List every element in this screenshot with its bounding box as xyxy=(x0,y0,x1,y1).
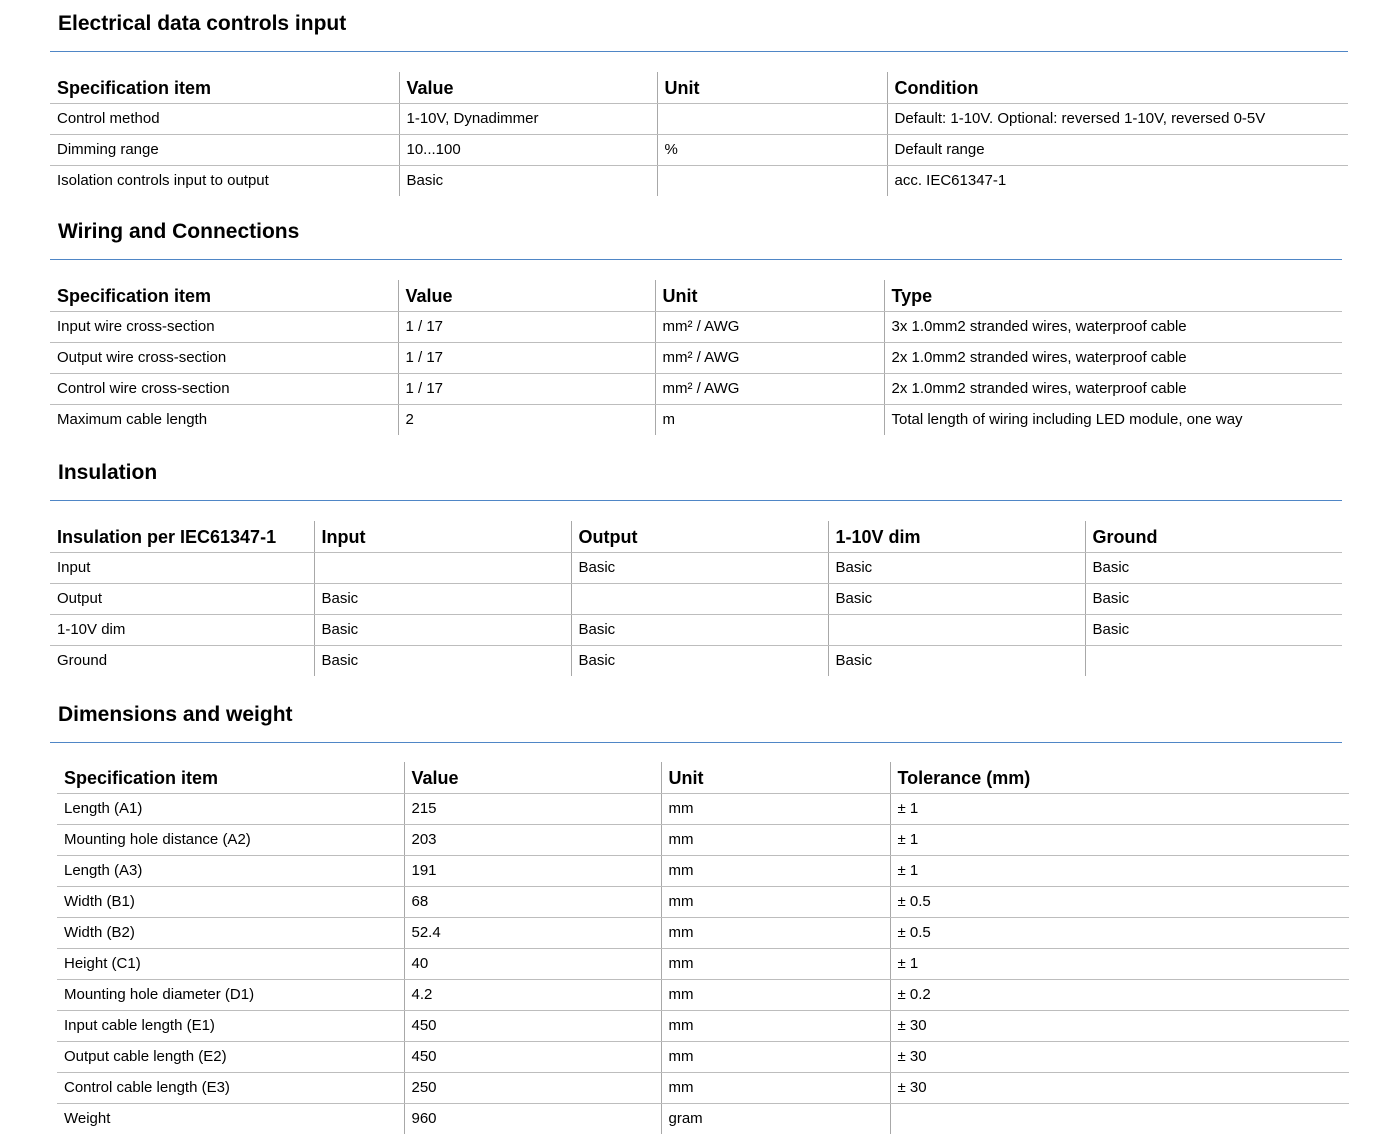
table-cell: Length (A3) xyxy=(57,855,404,886)
table-cell: ± 0.5 xyxy=(890,886,1349,917)
table-cell: Weight xyxy=(64,1110,111,1128)
section-divider xyxy=(50,51,1348,52)
table-cell: Basic xyxy=(1085,614,1342,645)
table-cell: 1-10V dim xyxy=(50,614,314,645)
table-cell: 1 / 17 xyxy=(398,373,655,404)
table-row xyxy=(57,855,1349,886)
table-cell: 2x 1.0mm2 stranded wires, waterproof cable xyxy=(884,342,1342,373)
table-cell: Control method xyxy=(50,103,399,134)
table-row xyxy=(57,824,1349,855)
column-header: Value xyxy=(404,762,661,793)
table-row xyxy=(57,948,1349,979)
table-cell: ± 30 xyxy=(890,1010,1349,1041)
table-cell: mm xyxy=(661,948,890,979)
table-row xyxy=(57,793,1349,824)
table-cell: Basic xyxy=(399,165,657,196)
table-row xyxy=(57,979,1349,1010)
table-cell: 215 xyxy=(404,793,661,824)
table-cell: ± 1 xyxy=(890,824,1349,855)
column-header: Specification item xyxy=(57,762,404,793)
table-cell: % xyxy=(657,134,887,165)
table-row xyxy=(57,917,1349,948)
table-cell: Basic xyxy=(314,645,571,676)
table-cell: 3x 1.0mm2 stranded wires, waterproof cable xyxy=(884,311,1342,342)
table-cell: Basic xyxy=(571,645,828,676)
table-cell: mm xyxy=(661,793,890,824)
table-cell: 250 xyxy=(404,1072,661,1103)
column-header: Value xyxy=(398,280,655,311)
table-cell: Basic xyxy=(571,614,828,645)
section-title: Wiring and Connections xyxy=(58,220,300,243)
table-cell: mm xyxy=(661,1041,890,1072)
table-row xyxy=(57,1041,1349,1072)
table-row xyxy=(57,886,1349,917)
table-cell: Basic xyxy=(314,583,571,614)
section-title: Dimensions and weight xyxy=(58,703,293,726)
table-cell xyxy=(657,165,887,196)
table-cell: Width (B1) xyxy=(57,886,404,917)
table-cell xyxy=(571,583,828,614)
table-cell: mm xyxy=(661,917,890,948)
table-cell: Dimming range xyxy=(50,134,399,165)
column-header: Insulation per IEC61347-1 xyxy=(50,521,314,552)
table-cell: Maximum cable length xyxy=(57,411,208,429)
table-row xyxy=(50,311,1342,342)
table-row xyxy=(50,645,1342,676)
table-cell xyxy=(890,1103,1349,1134)
table-cell: 2 xyxy=(398,404,655,435)
table-cell: Input wire cross-section xyxy=(50,311,398,342)
table-cell: ± 1 xyxy=(890,855,1349,886)
table-cell: Output xyxy=(50,583,314,614)
table-row xyxy=(50,165,1348,196)
table-row xyxy=(50,583,1342,614)
section-divider xyxy=(50,500,1342,501)
table-row xyxy=(50,103,1348,134)
table-cell: 450 xyxy=(404,1041,661,1072)
table-cell: 2x 1.0mm2 stranded wires, waterproof cable xyxy=(884,373,1342,404)
table-row xyxy=(50,134,1348,165)
column-header: Type xyxy=(884,280,1342,311)
table-cell: 1-10V, Dynadimmer xyxy=(399,103,657,134)
table-cell xyxy=(1085,645,1342,676)
table-cell: Total length of wiring including LED module, one way xyxy=(884,404,1342,435)
table-cell xyxy=(314,552,571,583)
table-cell: 52.4 xyxy=(404,917,661,948)
table-cell: acc. IEC61347-1 xyxy=(887,165,1348,196)
table-row xyxy=(50,614,1342,645)
table-cell: Width (B2) xyxy=(57,917,404,948)
table-cell: Basic xyxy=(1085,552,1342,583)
column-header: Unit xyxy=(657,72,887,103)
column-header: Ground xyxy=(1085,521,1342,552)
table-cell xyxy=(828,614,1085,645)
column-header: Value xyxy=(399,72,657,103)
table-cell: ± 30 xyxy=(890,1072,1349,1103)
table-cell: m xyxy=(655,404,884,435)
table-cell: Input xyxy=(50,552,314,583)
table-cell: Basic xyxy=(828,645,1085,676)
section-title: Insulation xyxy=(58,461,158,484)
table-cell: 68 xyxy=(404,886,661,917)
section-title: Electrical data controls input xyxy=(58,12,347,35)
table-cell: Length (A1) xyxy=(57,793,404,824)
section-divider xyxy=(50,259,1342,260)
insulation-table xyxy=(50,521,1342,676)
table-cell: Basic xyxy=(828,552,1085,583)
table-cell: ± 1 xyxy=(890,948,1349,979)
table-cell: mm² / AWG xyxy=(655,311,884,342)
table-cell: Mounting hole diameter (D1) xyxy=(57,979,404,1010)
table-cell: ± 0.5 xyxy=(890,917,1349,948)
table-row xyxy=(57,1072,1349,1103)
table-cell: mm² / AWG xyxy=(655,342,884,373)
table-cell: Default range xyxy=(887,134,1348,165)
table-cell: Basic xyxy=(314,614,571,645)
table-row xyxy=(50,342,1342,373)
table-row xyxy=(50,404,1342,435)
table-cell: Ground xyxy=(57,652,108,670)
table-cell: mm xyxy=(661,855,890,886)
table-cell: mm xyxy=(661,886,890,917)
column-header: Input xyxy=(314,521,571,552)
table-cell: Height (C1) xyxy=(57,948,404,979)
table-cell: 1 / 17 xyxy=(398,342,655,373)
table-cell: 203 xyxy=(404,824,661,855)
section-divider xyxy=(50,742,1342,743)
column-header: Unit xyxy=(661,762,890,793)
table-cell: Default: 1-10V. Optional: reversed 1-10V, reversed 0-5V xyxy=(887,103,1348,134)
table-cell: Output cable length (E2) xyxy=(57,1041,404,1072)
table-cell: Mounting hole distance (A2) xyxy=(57,824,404,855)
spec-table xyxy=(50,280,1342,435)
table-cell: Input cable length (E1) xyxy=(57,1010,404,1041)
table-cell: Basic xyxy=(571,552,828,583)
column-header: Specification item xyxy=(50,72,399,103)
table-cell: Output wire cross-section xyxy=(50,342,398,373)
column-header: Specification item xyxy=(50,280,398,311)
table-cell: gram xyxy=(661,1103,890,1134)
table-cell: 10...100 xyxy=(399,134,657,165)
column-header: Unit xyxy=(655,280,884,311)
table-cell: 4.2 xyxy=(404,979,661,1010)
table-row xyxy=(50,373,1342,404)
table-cell: Control wire cross-section xyxy=(50,373,398,404)
table-row xyxy=(57,1010,1349,1041)
table-cell: 450 xyxy=(404,1010,661,1041)
table-cell: mm xyxy=(661,979,890,1010)
table-cell: ± 0.2 xyxy=(890,979,1349,1010)
column-header: Output xyxy=(571,521,828,552)
table-cell: ± 30 xyxy=(890,1041,1349,1072)
table-cell: mm xyxy=(661,1072,890,1103)
table-cell: 960 xyxy=(404,1103,661,1134)
table-row xyxy=(57,1103,1349,1134)
table-cell: 191 xyxy=(404,855,661,886)
table-cell: 1 / 17 xyxy=(398,311,655,342)
column-header: Condition xyxy=(887,72,1348,103)
spec-table xyxy=(50,72,1348,196)
table-cell: mm xyxy=(661,824,890,855)
table-cell: mm xyxy=(661,1010,890,1041)
table-cell: Control cable length (E3) xyxy=(57,1072,404,1103)
table-cell xyxy=(657,103,887,134)
table-cell: Basic xyxy=(828,583,1085,614)
table-cell: Isolation controls input to output xyxy=(57,172,269,190)
column-header: Tolerance (mm) xyxy=(890,762,1349,793)
table-row xyxy=(50,552,1342,583)
spec-table xyxy=(57,762,1349,1134)
table-cell: 40 xyxy=(404,948,661,979)
table-cell: ± 1 xyxy=(890,793,1349,824)
table-cell: mm² / AWG xyxy=(655,373,884,404)
column-header: 1-10V dim xyxy=(828,521,1085,552)
table-cell: Basic xyxy=(1085,583,1342,614)
